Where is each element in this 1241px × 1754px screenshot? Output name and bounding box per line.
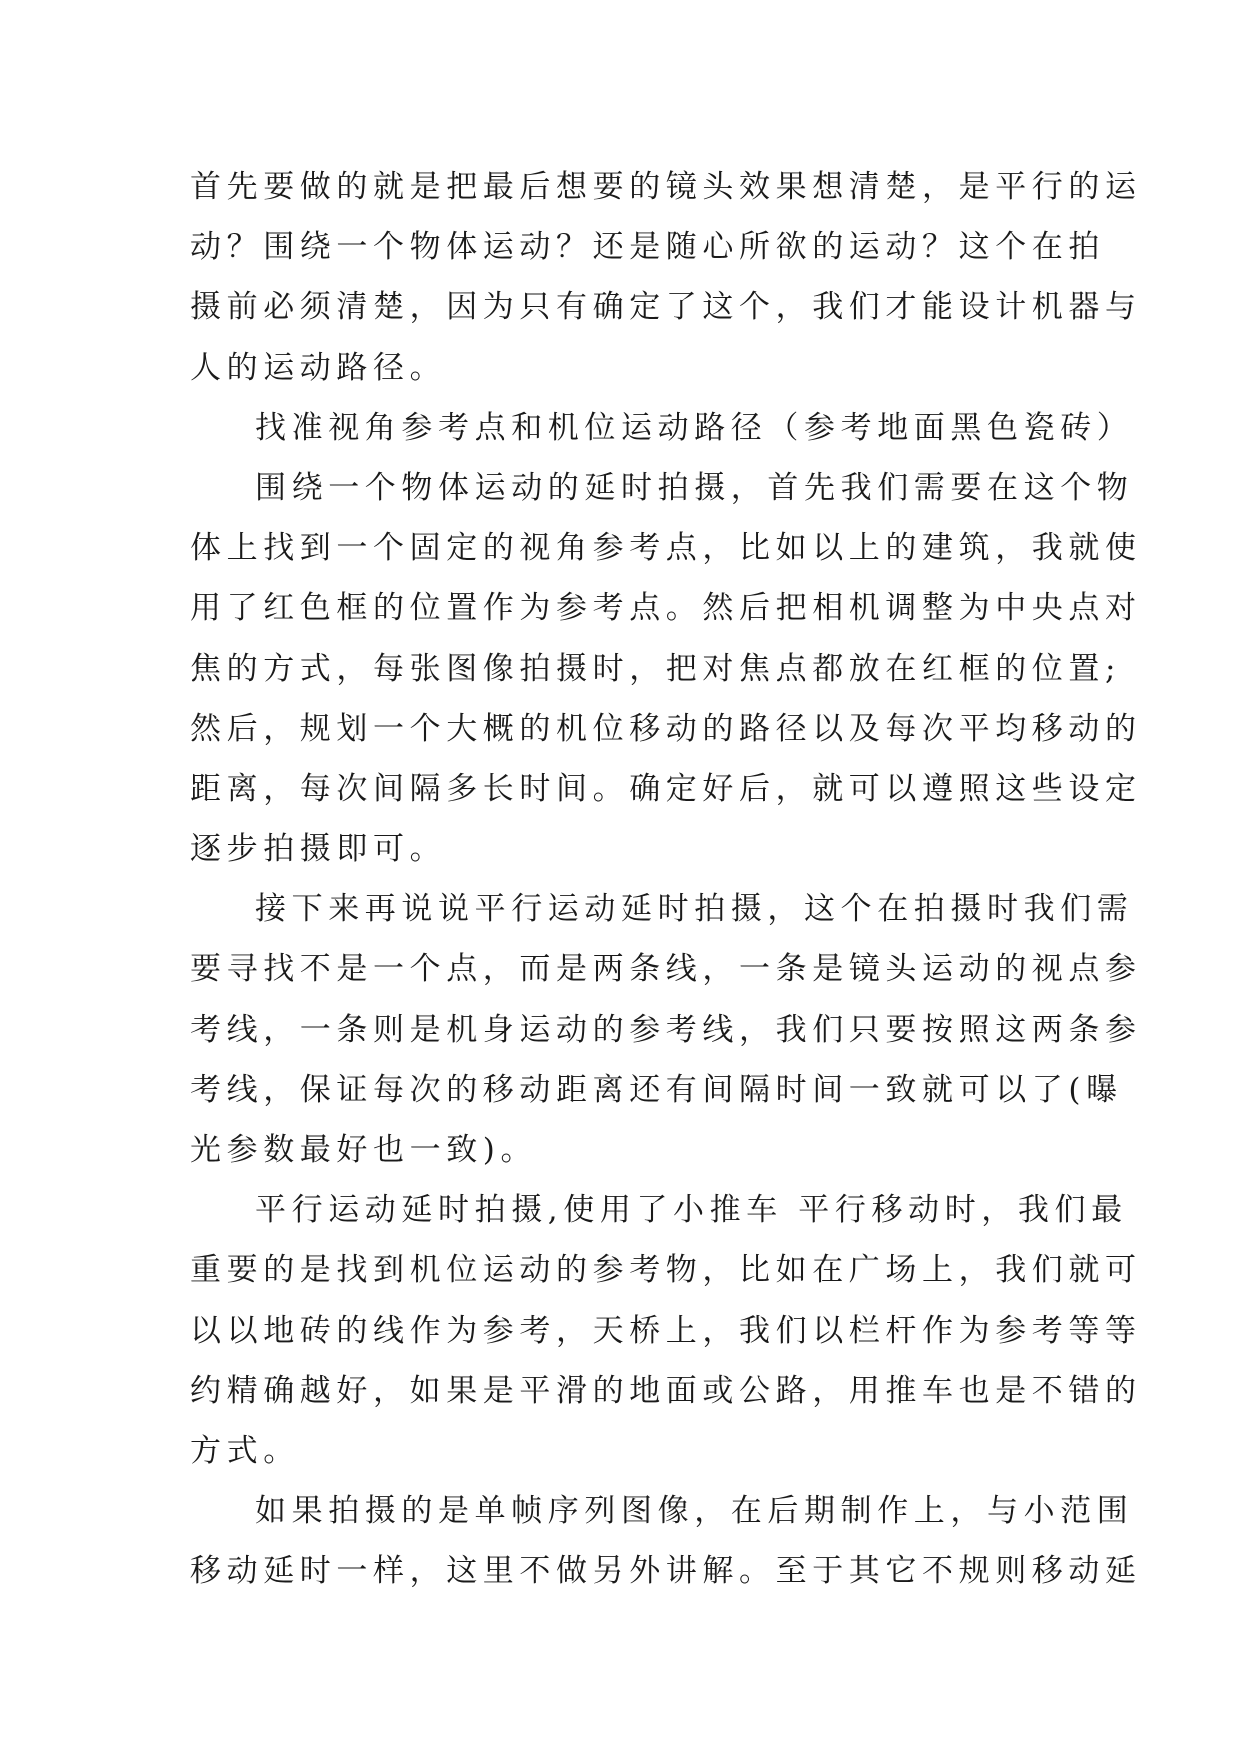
text-line: 考线，保证每次的移动距离还有间隔时间一致就可以了(曝 (190, 1071, 1123, 1108)
text-line: 约精确越好，如果是平滑的地面或公路，用推车也是不错的 (190, 1372, 1142, 1409)
text-line: 平行运动延时拍摄,使用了小推车 平行移动时，我们最 (255, 1192, 1128, 1229)
text-line: 摄前必须清楚，因为只有确定了这个，我们才能设计机器与 (190, 289, 1142, 326)
text-line: 用了红色框的位置作为参考点。然后把相机调整为中央点对 (190, 590, 1142, 627)
text-line: 距离，每次间隔多长时间。确定好后，就可以遵照这些设定 (190, 770, 1142, 807)
text-line: 移动延时一样，这里不做另外讲解。至于其它不规则移动延 (190, 1553, 1142, 1590)
text-line: 动？围绕一个物体运动？还是随心所欲的运动？这个在拍 (190, 229, 1105, 266)
text-line: 首先要做的就是把最后想要的镜头效果想清楚，是平行的运 (190, 169, 1142, 205)
text-line: 然后，规划一个大概的机位移动的路径以及每次平均移动的 (190, 710, 1142, 747)
text-line: 重要的是找到机位运动的参考物，比如在广场上，我们就可 (190, 1252, 1142, 1289)
text-line: 光参数最好也一致)。 (190, 1132, 538, 1168)
text-line: 接下来再说说平行运动延时拍摄，这个在拍摄时我们需 (255, 891, 1134, 928)
section-heading: 找准视角参考点和机位运动路径（参考地面黑色瓷砖） (255, 409, 1134, 446)
text-line: 焦的方式，每张图像拍摄时，把对焦点都放在红框的位置; (190, 650, 1122, 687)
text-line: 如果拍摄的是单帧序列图像，在后期制作上，与小范围 (255, 1493, 1134, 1530)
text-line: 逐步拍摄即可。 (190, 831, 447, 868)
document-body (190, 157, 1142, 1602)
text-line: 围绕一个物体运动的延时拍摄，首先我们需要在这个物 (255, 469, 1134, 506)
text-line: 体上找到一个固定的视角参考点，比如以上的建筑，我就使 (190, 530, 1142, 567)
text-line: 要寻找不是一个点，而是两条线，一条是镜头运动的视点参 (190, 951, 1142, 988)
text-line: 方式。 (190, 1432, 300, 1469)
text-line: 考线，一条则是机身运动的参考线，我们只要按照这两条参 (190, 1011, 1142, 1048)
text-line: 人的运动路径。 (190, 349, 447, 386)
text-line: 以以地砖的线作为参考，天桥上，我们以栏杆作为参考等等 (190, 1312, 1142, 1349)
